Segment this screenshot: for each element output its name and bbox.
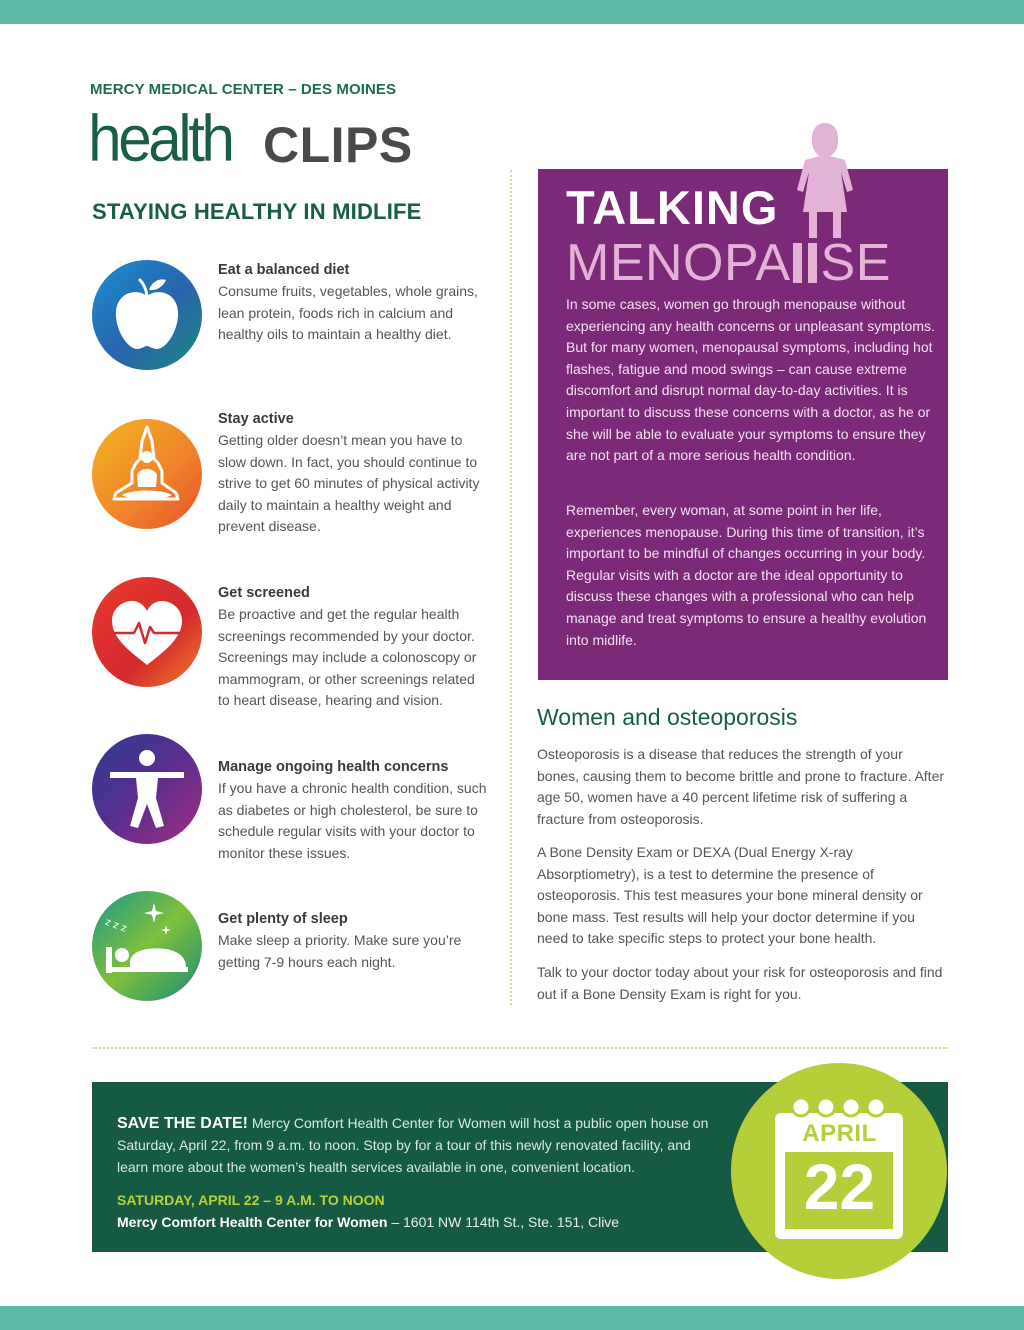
masthead-health: health <box>88 101 232 175</box>
event-date-line: SATURDAY, APRIL 22 – 9 A.M. TO NOON <box>117 1192 385 1208</box>
woman-figure-icon <box>783 120 867 240</box>
figure-legs-icon <box>791 243 821 283</box>
menopause-title-start: MENOPA <box>566 234 791 292</box>
svg-text:z z z: z z z <box>103 916 128 935</box>
sleep-icon <box>92 891 202 1001</box>
masthead <box>88 100 413 175</box>
section-divider <box>92 1047 948 1049</box>
bottom-color-band <box>0 1306 1024 1330</box>
apple-icon <box>92 260 202 370</box>
osteoporosis-paragraph-1: Osteoporosis is a disease that reduces the strength of your bones, causing them to become brittle and prone to fracture. After age 50, women have a 40 percent lifetime risk of suffering a fracture from osteoporosis. <box>537 746 945 827</box>
calendar-day: 22 <box>803 1151 876 1223</box>
menopause-title-line1: TALKING <box>566 181 779 234</box>
event-location <box>117 1214 619 1230</box>
column-divider <box>510 170 512 1005</box>
tip-title: Get screened <box>218 585 310 601</box>
tip-title: Get plenty of sleep <box>218 911 348 927</box>
menopause-title-line2 <box>566 233 891 293</box>
tip-title: Stay active <box>218 411 294 427</box>
tip-body: Be proactive and get the regular health screenings recommended by your doctor. Screenings may include a colonoscopy or mammogram, or other screenings related to heart disease, hearing and vision. <box>218 606 477 709</box>
save-the-date-lead: SAVE THE DATE! <box>117 1115 248 1132</box>
masthead-clips: CLIPS <box>263 117 413 173</box>
heart-icon <box>92 577 202 687</box>
calendar-month: APRIL <box>802 1120 877 1147</box>
section-title: STAYING HEALTHY IN MIDLIFE <box>92 199 422 224</box>
osteoporosis-paragraph-3: Talk to your doctor today about your risk for osteoporosis and find out if a Bone Density Exam is right for you. <box>537 964 943 1002</box>
save-the-date-body: Mercy Comfort Health Center for Women will host a public open house on Saturday, April 22, from 9 a.m. to noon. Stop by for a tour of this newly renovated facility, and learn more about the women’s health services available in one, convenient location. <box>117 1115 709 1175</box>
location-address: – 1601 NW 114th St., Ste. 151, Clive <box>391 1214 620 1230</box>
tip-title: Manage ongoing health concerns <box>218 759 449 775</box>
menopause-paragraph-1: In some cases, women go through menopause without experiencing any health concerns or unpleasant symptoms. But for many women, menopausal symptoms, including hot flashes, fatigue and mood swings – can cause extreme discomfort and disrupt normal day-to-day activities. It is important to discuss these concerns with a doctor, as he or she will be able to evaluate your symptoms to ensure they are not part of a more serious health condition. <box>566 296 935 464</box>
osteoporosis-title: Women and osteoporosis <box>537 704 798 730</box>
tip-body: Make sleep a priority. Make sure you’re getting 7-9 hours each night. <box>218 932 462 970</box>
organization-name: MERCY MEDICAL CENTER – DES MOINES <box>90 81 397 98</box>
tip-title: Eat a balanced diet <box>218 262 350 278</box>
location-name: Mercy Comfort Health Center for Women <box>117 1214 388 1230</box>
yoga-icon <box>92 419 202 529</box>
top-color-band <box>0 0 1024 24</box>
person-icon <box>92 734 202 844</box>
menopause-paragraph-2: Remember, every woman, at some point in her life, experiences menopause. During this time of transition, it’s important to be mindful of changes occurring in your body. Regular visits with a doctor are the ideal opportunity to discuss these changes with a professional who can help manage and treat symptoms to ensure a healthy evolution into midlife. <box>566 502 927 648</box>
menopause-title-end: SE <box>820 234 891 292</box>
osteoporosis-paragraph-2: A Bone Density Exam or DEXA (Dual Energy X-ray Absorptiometry), is a test to determine the presence of osteoporosis. This test measures your bone mineral density or bone mass. Test results will help your doctor determine if you need to take specific steps to protect your bone health. <box>537 844 923 947</box>
tip-body: If you have a chronic health condition, such as diabetes or high cholesterol, be sure to schedule regular visits with your doctor to monitor these issues. <box>218 780 487 861</box>
tip-body: Consume fruits, vegetables, whole grains, lean protein, foods rich in calcium and healthy oils to maintain a healthy diet. <box>218 283 478 343</box>
save-the-date-text <box>117 1113 717 1178</box>
tip-body: Getting older doesn’t mean you have to slow down. In fact, you should continue to strive to get 60 minutes of physical activity daily to maintain a healthy weight and prevent disease. <box>218 432 480 535</box>
